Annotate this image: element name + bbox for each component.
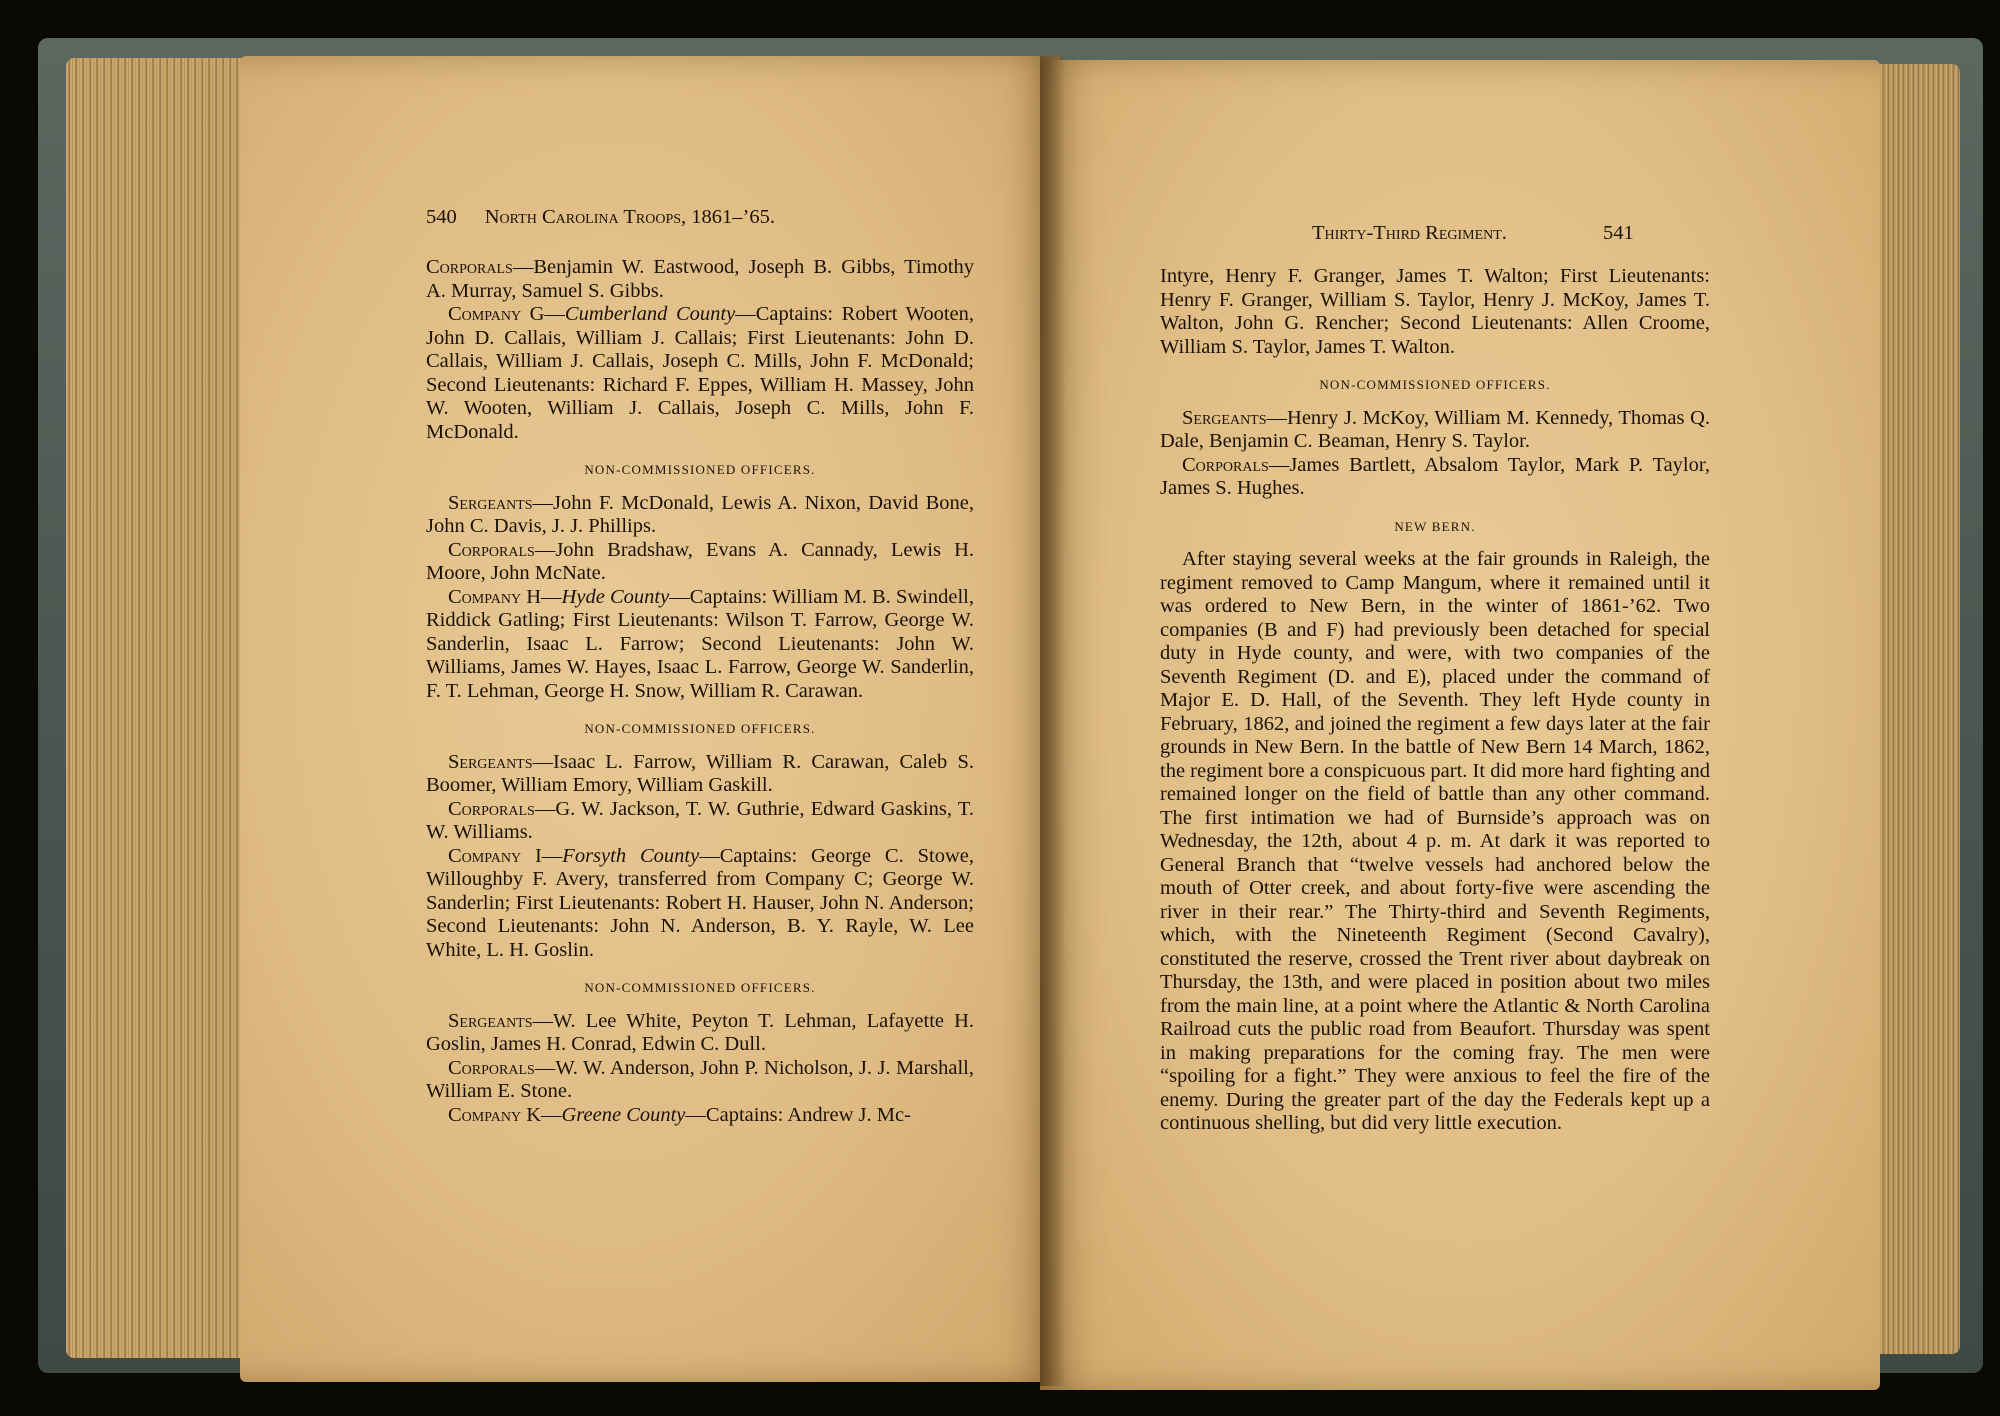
rank-entry <box>1160 407 1710 454</box>
section-heading: NON-COMMISSIONED OFFICERS. <box>584 721 816 736</box>
entry-text: —Benjamin W. Eastwood, Joseph B. Gibbs, Timothy A. Murray, Samuel S. Gibbs. <box>426 256 974 302</box>
section-heading: NEW BERN. <box>1394 518 1476 534</box>
dash: — <box>541 585 562 608</box>
entry-text: After staying several weeks at the fair grounds in Raleigh, the regiment removed to Camp Mangum, where it remained until it was ordered to New Bern, in the winter of 1861-’62. Two companies (B and F) had previously been detached for special duty in Hyde county, and were, with two companies of the Seventh Regiment (D. and E), placed under the command of Major E. D. Hall, of the Seventh. They left Hyde county in February, 1862, and joined the regiment a few days later at the fair grounds in New Bern. In the battle of New Bern 14 March, 1862, the regiment bore a conspicuous part. It did more hard fighting and remained longer on the field of battle than any other command. The first intimation we had of Burnside’s approach was on Wednesday, the 12th, about 4 p. m. At dark it was reported to General Branch that “twelve vessels had anchored below the mouth of Otter creek, and about forty-five were ascending the river in their rear.” The Thirty-third and Seventh Regiments, which, with the Nineteenth Regiment (Second Cavalry), constituted the reserve, crossed the Trent river about daybreak on Thursday, the 13th, and were placed in position about two miles from the main line, at a point where the Atlantic & North Carolina Railroad cuts the public road from Beaufort. Thursday was spent in making preparations for the coming fray. The men were “spoiling for a fight.” They were anxious to feel the fire of the enemy. During the greater part of the day the Federals kept up a continuous shelling, but did very little execution. <box>1160 548 1710 1134</box>
left-page-number: 540 <box>426 206 457 228</box>
entry-text: —Henry J. McKoy, William M. Kennedy, Thomas Q. Dale, Benjamin C. Beaman, Henry S. Taylor. <box>1160 406 1710 452</box>
entry-text: —Captains: George C. Stowe, Willoughby F. Avery, transferred from Company C; George W. Sanderlin; First Lieutenants: Robert H. Hauser, John N. Anderson; Second Lieutenants: John N. Anderson, B. Y. Rayle, W. Lee White, L. H. Goslin. <box>426 844 974 961</box>
entry-label: Corporals <box>448 538 535 561</box>
entry-label: Company K <box>448 1103 541 1126</box>
rank-entry <box>426 798 974 845</box>
text-paragraph <box>1160 548 1710 1136</box>
entry-label: Corporals <box>448 1056 535 1079</box>
rank-entry <box>1160 454 1710 501</box>
entry-label: Company G <box>448 303 545 325</box>
entry-label: Sergeants <box>448 491 533 514</box>
county-name: Greene County <box>561 1103 686 1126</box>
page-edges-left <box>66 58 266 1358</box>
entry-text: —Captains: Andrew J. Mc- <box>685 1103 911 1126</box>
entry-text: —Isaac L. Farrow, William R. Carawan, Caleb S. Boomer, William Emory, William Gaskill. <box>426 750 974 796</box>
dash: — <box>544 303 565 325</box>
rank-entry <box>426 492 974 539</box>
entry-label: Corporals <box>426 256 513 278</box>
entry-text: Intyre, Henry F. Granger, James T. Walton; First Lieutenants: Henry F. Granger, William S. Taylor, Henry J. McKoy, James T. Walton, John G. Rencher; Second Lieutenants: Allen Croome, William S. Taylor, James T. Walton. <box>1160 265 1710 358</box>
rank-entry <box>426 1010 974 1057</box>
left-head-title: North Carolina Troops, 1861–’65. <box>484 206 775 228</box>
entry-label: Corporals <box>1182 453 1269 476</box>
company-entry <box>426 1104 974 1128</box>
rank-entry <box>426 256 974 303</box>
section-heading: NON-COMMISSIONED OFFICERS. <box>1319 377 1551 392</box>
county-name: Hyde County <box>561 585 670 608</box>
book-gutter <box>1040 56 1066 1386</box>
entry-text: —Captains: Robert Wooten, John D. Callais, William J. Callais; First Lieutenants: John D. Callais, William J. Callais, Joseph C. Mills, John F. McDonald; Second Lieutenants: Richard F. Eppes, William H. Massey, John W. Wooten, William J. Callais, Joseph C. Mills, John F. McDonald. <box>426 303 975 443</box>
rank-entry <box>426 539 974 586</box>
right-text-block <box>1160 265 1710 1136</box>
dash: — <box>541 844 563 867</box>
left-running-head <box>426 206 775 230</box>
rank-entry <box>426 751 974 798</box>
entry-text: —G. W. Jackson, T. W. Guthrie, Edward Gaskins, T. W. Williams. <box>426 797 974 843</box>
left-page <box>240 56 1060 1382</box>
entry-text: —W. W. Anderson, John P. Nicholson, J. J. Marshall, William E. Stone. <box>426 1056 974 1102</box>
section-heading: NON-COMMISSIONED OFFICERS. <box>584 980 816 995</box>
entry-text: —W. Lee White, Peyton T. Lehman, Lafayette H. Goslin, James H. Conrad, Edwin C. Dull. <box>426 1009 974 1055</box>
section-heading: NON-COMMISSIONED OFFICERS. <box>584 462 816 477</box>
entry-text: —John Bradshaw, Evans A. Cannady, Lewis H. Moore, John McNate. <box>426 538 974 584</box>
county-name: Cumberland County <box>564 303 736 325</box>
dash: — <box>541 1103 562 1126</box>
left-text-block <box>426 256 974 1127</box>
right-running-head <box>1312 222 1634 246</box>
company-entry <box>426 303 974 444</box>
entry-label: Corporals <box>448 797 535 820</box>
right-page <box>1040 60 1880 1390</box>
entry-text: —Captains: William M. B. Swindell, Riddick Gatling; First Lieutenants: Wilson T. Farrow, George W. Sanderlin, Isaac L. Farrow; Second Lieutenants: John W. Williams, James W. Hayes, Isaac L. Farrow, George W. Sanderlin, F. T. Lehman, George H. Snow, William R. Carawan. <box>426 585 974 702</box>
entry-label: Company H <box>448 585 542 608</box>
company-entry <box>426 586 974 704</box>
entry-label: Sergeants <box>448 750 533 773</box>
entry-text: —James Bartlett, Absalom Taylor, Mark P. Taylor, James S. Hughes. <box>1160 453 1710 499</box>
company-entry <box>426 845 974 963</box>
entry-text: —John F. McDonald, Lewis A. Nixon, David Bone, John C. Davis, J. J. Phillips. <box>426 491 974 537</box>
text-paragraph <box>1160 265 1710 359</box>
entry-label: Sergeants <box>1182 406 1267 429</box>
entry-label: Company I <box>448 844 542 867</box>
rank-entry <box>426 1057 974 1104</box>
county-name: Forsyth County <box>562 844 700 867</box>
right-page-number: 541 <box>1602 222 1634 244</box>
entry-label: Sergeants <box>448 1009 533 1032</box>
right-head-title: Thirty-Third Regiment. <box>1312 222 1507 244</box>
